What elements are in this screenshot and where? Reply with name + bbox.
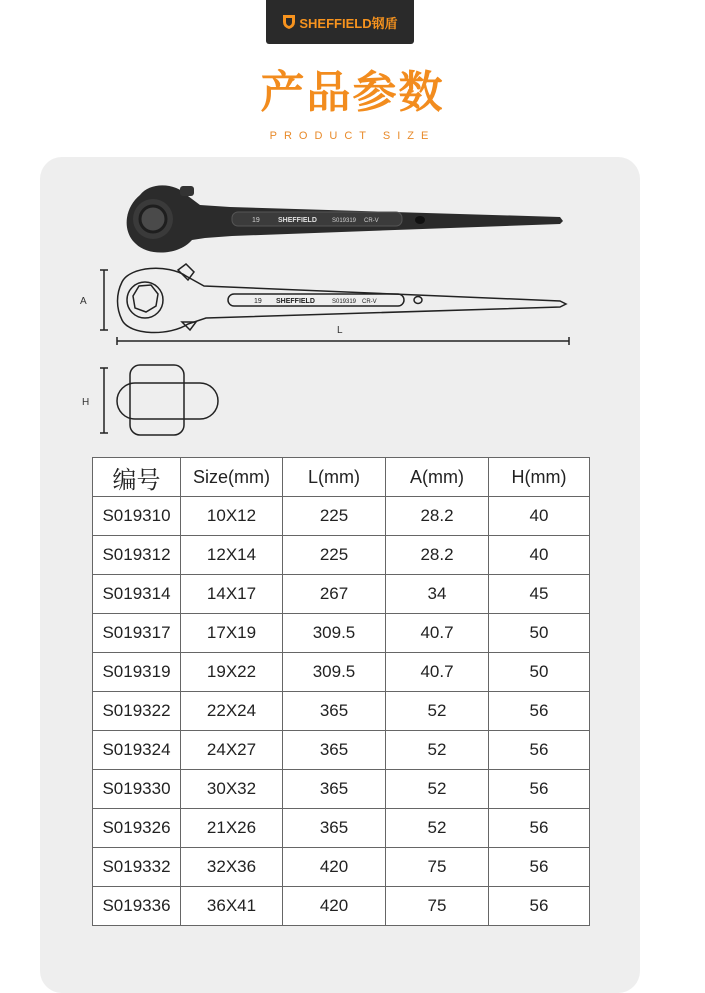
page-subtitle: PRODUCT SIZE (269, 130, 436, 142)
cell-length: 420 (283, 887, 386, 926)
cell-size: 17X19 (181, 614, 283, 653)
cell-length: 420 (283, 848, 386, 887)
cell-h: 56 (489, 692, 590, 731)
page-title: 产品参数 (260, 67, 445, 118)
outline-model-mark: S019319 (332, 299, 357, 305)
brand-name: SHEFFIELD钢盾 (299, 15, 398, 31)
cell-length: 267 (283, 575, 386, 614)
cell-length: 309.5 (283, 653, 386, 692)
cell-size: 36X41 (181, 887, 283, 926)
table-row (93, 731, 590, 770)
cell-size: 24X27 (181, 731, 283, 770)
wrench-material-mark: CR-V (364, 218, 379, 224)
wrench-size-mark: 19 (252, 217, 260, 224)
cell-size: 14X17 (181, 575, 283, 614)
wrench-diagram (0, 0, 705, 450)
cell-size: 12X14 (181, 536, 283, 575)
wrench-outline (118, 264, 567, 333)
outline-material-mark: CR-V (362, 299, 377, 305)
cell-h: 56 (489, 887, 590, 926)
cell-a: 52 (386, 692, 489, 731)
cell-h: 56 (489, 770, 590, 809)
cell-length: 365 (283, 770, 386, 809)
cell-a: 28.2 (386, 497, 489, 536)
cell-code: S019326 (93, 809, 181, 848)
cell-a: 75 (386, 887, 489, 926)
cell-size: 22X24 (181, 692, 283, 731)
cell-length: 309.5 (283, 614, 386, 653)
dimension-l (117, 337, 569, 345)
cell-code: S019317 (93, 614, 181, 653)
spec-table (92, 457, 590, 926)
cell-h: 50 (489, 653, 590, 692)
dimension-a-label: A (80, 296, 87, 307)
cell-a: 75 (386, 848, 489, 887)
cell-length: 225 (283, 497, 386, 536)
header-size: Size(mm) (181, 458, 283, 497)
cell-a: 28.2 (386, 536, 489, 575)
cell-length: 365 (283, 731, 386, 770)
table-row (93, 536, 590, 575)
cell-size: 30X32 (181, 770, 283, 809)
header-h: H(mm) (489, 458, 590, 497)
cell-a: 40.7 (386, 653, 489, 692)
cell-h: 40 (489, 536, 590, 575)
table-row (93, 848, 590, 887)
cell-h: 50 (489, 614, 590, 653)
outline-brand-mark: SHEFFIELD (276, 298, 315, 305)
table-row (93, 614, 590, 653)
cell-size: 10X12 (181, 497, 283, 536)
wrench-brand-mark: SHEFFIELD (278, 217, 317, 224)
cell-length: 365 (283, 809, 386, 848)
cell-h: 40 (489, 497, 590, 536)
table-row (93, 575, 590, 614)
table-header-row (93, 458, 590, 497)
end-view (117, 365, 218, 435)
cell-size: 19X22 (181, 653, 283, 692)
cell-code: S019312 (93, 536, 181, 575)
cell-code: S019322 (93, 692, 181, 731)
cell-h: 56 (489, 731, 590, 770)
table-row (93, 887, 590, 926)
table-row (93, 770, 590, 809)
dimension-h (100, 368, 108, 433)
cell-a: 52 (386, 731, 489, 770)
dimension-h-label: H (82, 397, 90, 408)
header-length: L(mm) (283, 458, 386, 497)
cell-size: 32X36 (181, 848, 283, 887)
cell-h: 56 (489, 809, 590, 848)
table-row (93, 809, 590, 848)
header-code: 编号 (93, 458, 181, 497)
spec-table-body (93, 497, 590, 926)
cell-code: S019324 (93, 731, 181, 770)
header-a: A(mm) (386, 458, 489, 497)
table-row (93, 692, 590, 731)
outline-size-mark: 19 (254, 298, 262, 305)
cell-code: S019336 (93, 887, 181, 926)
cell-a: 52 (386, 809, 489, 848)
cell-h: 45 (489, 575, 590, 614)
wrench-model-mark: S019319 (332, 218, 357, 224)
cell-code: S019319 (93, 653, 181, 692)
cell-length: 225 (283, 536, 386, 575)
cell-h: 56 (489, 848, 590, 887)
table-row (93, 497, 590, 536)
cell-a: 52 (386, 770, 489, 809)
cell-code: S019330 (93, 770, 181, 809)
dimension-a (100, 270, 108, 330)
cell-length: 365 (283, 692, 386, 731)
cell-a: 40.7 (386, 614, 489, 653)
cell-a: 34 (386, 575, 489, 614)
dimension-l-label: L (337, 325, 343, 336)
cell-size: 21X26 (181, 809, 283, 848)
cell-code: S019310 (93, 497, 181, 536)
cell-code: S019314 (93, 575, 181, 614)
cell-code: S019332 (93, 848, 181, 887)
wrench-photo (127, 185, 563, 252)
table-row (93, 653, 590, 692)
